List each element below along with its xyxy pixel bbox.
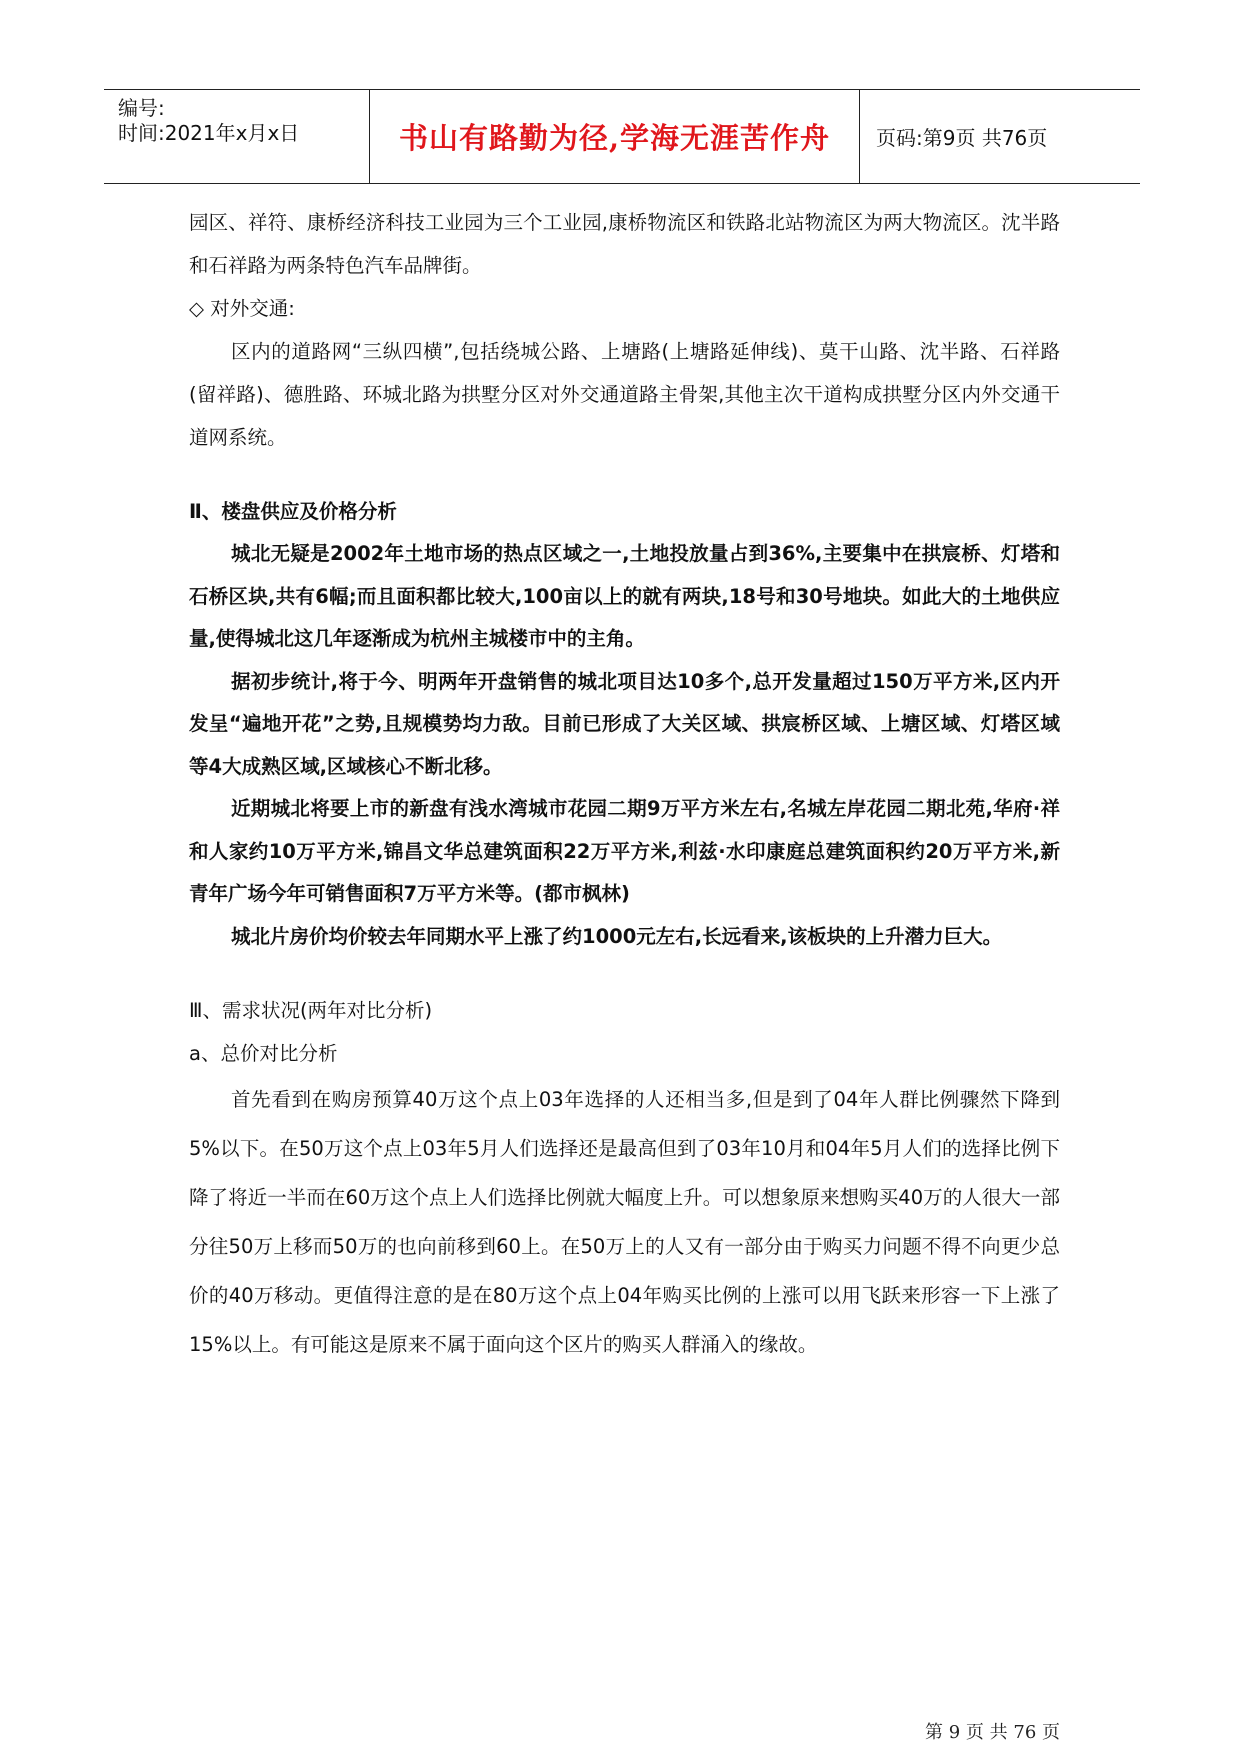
heading-external-traffic: ◇ 对外交通:	[189, 297, 295, 320]
paragraph-road-network: 区内的道路网“三纵四横”,包括绕城公路、上塘路(上塘路延伸线)、莫干山路、沈半路、石祥路(留祥路)、德胜路、环城北路为拱墅分区对外交通道路主骨架,其他主次干道构成拱墅分区内外交通干道网系统。	[189, 340, 1060, 449]
page-footer: 第 9 页 共 76 页	[925, 1722, 1060, 1743]
header-page-info: 页码:第9页 共76页	[876, 126, 1048, 150]
document-time-label: 时间:2021年x月x日	[118, 121, 300, 145]
paragraph-projects-statistics: 据初步统计,将于今、明两年开盘销售的城北项目达10多个,总开发量超过150万平方米,区内开发呈“遍地开花”之势,且规模势均力敌。目前已形成了大关区域、拱宸桥区域、上塘区域、灯塔区域等4大成熟区域,区域核心不断北移。	[189, 669, 1060, 778]
paragraph-total-price-analysis: 首先看到在购房预算40万这个点上03年选择的人还相当多,但是到了04年人群比例骤然下降到5%以下。在50万这个点上03年5月人们选择还是最高但到了03年10月和04年5月人们的选择比例下降了将近一半而在60万这个点上人们选择比例就大幅度上升。可以想象原来想购买40万的人很大一部分往50万上移而50万的也向前移到60上。在50万上的人又有一部分由于购买力问题不得不向更少总价的40万移动。更值得注意的是在80万这个点上04年购买比例的上涨可以用飞跃来形容一下上涨了15%以上。有可能这是原来不属于面向这个区片的购买人群涌入的缘故。	[189, 1088, 1060, 1356]
paragraph-industrial-parks: 园区、祥符、康桥经济科技工业园为三个工业园,康桥物流区和铁路北站物流区为两大物流区。沈半路和石祥路为两条特色汽车品牌街。	[189, 211, 1060, 277]
header-motto: 书山有路勤为径,学海无涯苦作舟	[398, 121, 831, 155]
page-header	[104, 89, 1140, 184]
paragraph-price-trend: 城北片房价均价较去年同期水平上涨了约1000元左右,长远看来,该板块的上升潜力巨大。	[231, 924, 1003, 948]
section-heading-demand: Ⅲ、需求状况(两年对比分析)	[189, 999, 433, 1022]
paragraph-new-listings: 近期城北将要上市的新盘有浅水湾城市花园二期9万平方米左右,名城左岸花园二期北苑,华府·祥和人家约10万平方米,锦昌文华总建筑面积22万平方米,利兹·水印康庭总建筑面积约20万平方米,新青年广场今年可销售面积7万平方米等。(都市枫林)	[189, 797, 1060, 905]
document-number-label: 编号:	[118, 96, 165, 120]
header-page-cell	[860, 90, 1140, 183]
document-body	[189, 201, 1060, 1369]
paragraph-land-market: 城北无疑是2002年土地市场的热点区域之一,土地投放量占到36%,主要集中在拱宸桥、灯塔和石桥区块,共有6幅;而且面积都比较大,100亩以上的就有两块,18号和30号地块。如此大的土地供应量,使得城北这几年逐渐成为杭州主城楼市中的主角。	[189, 542, 1060, 650]
section-heading-supply-price: Ⅱ、楼盘供应及价格分析	[189, 500, 397, 523]
header-meta-cell	[104, 90, 370, 183]
header-motto-cell	[370, 90, 860, 183]
subheading-total-price: a、总价对比分析	[189, 1042, 338, 1065]
